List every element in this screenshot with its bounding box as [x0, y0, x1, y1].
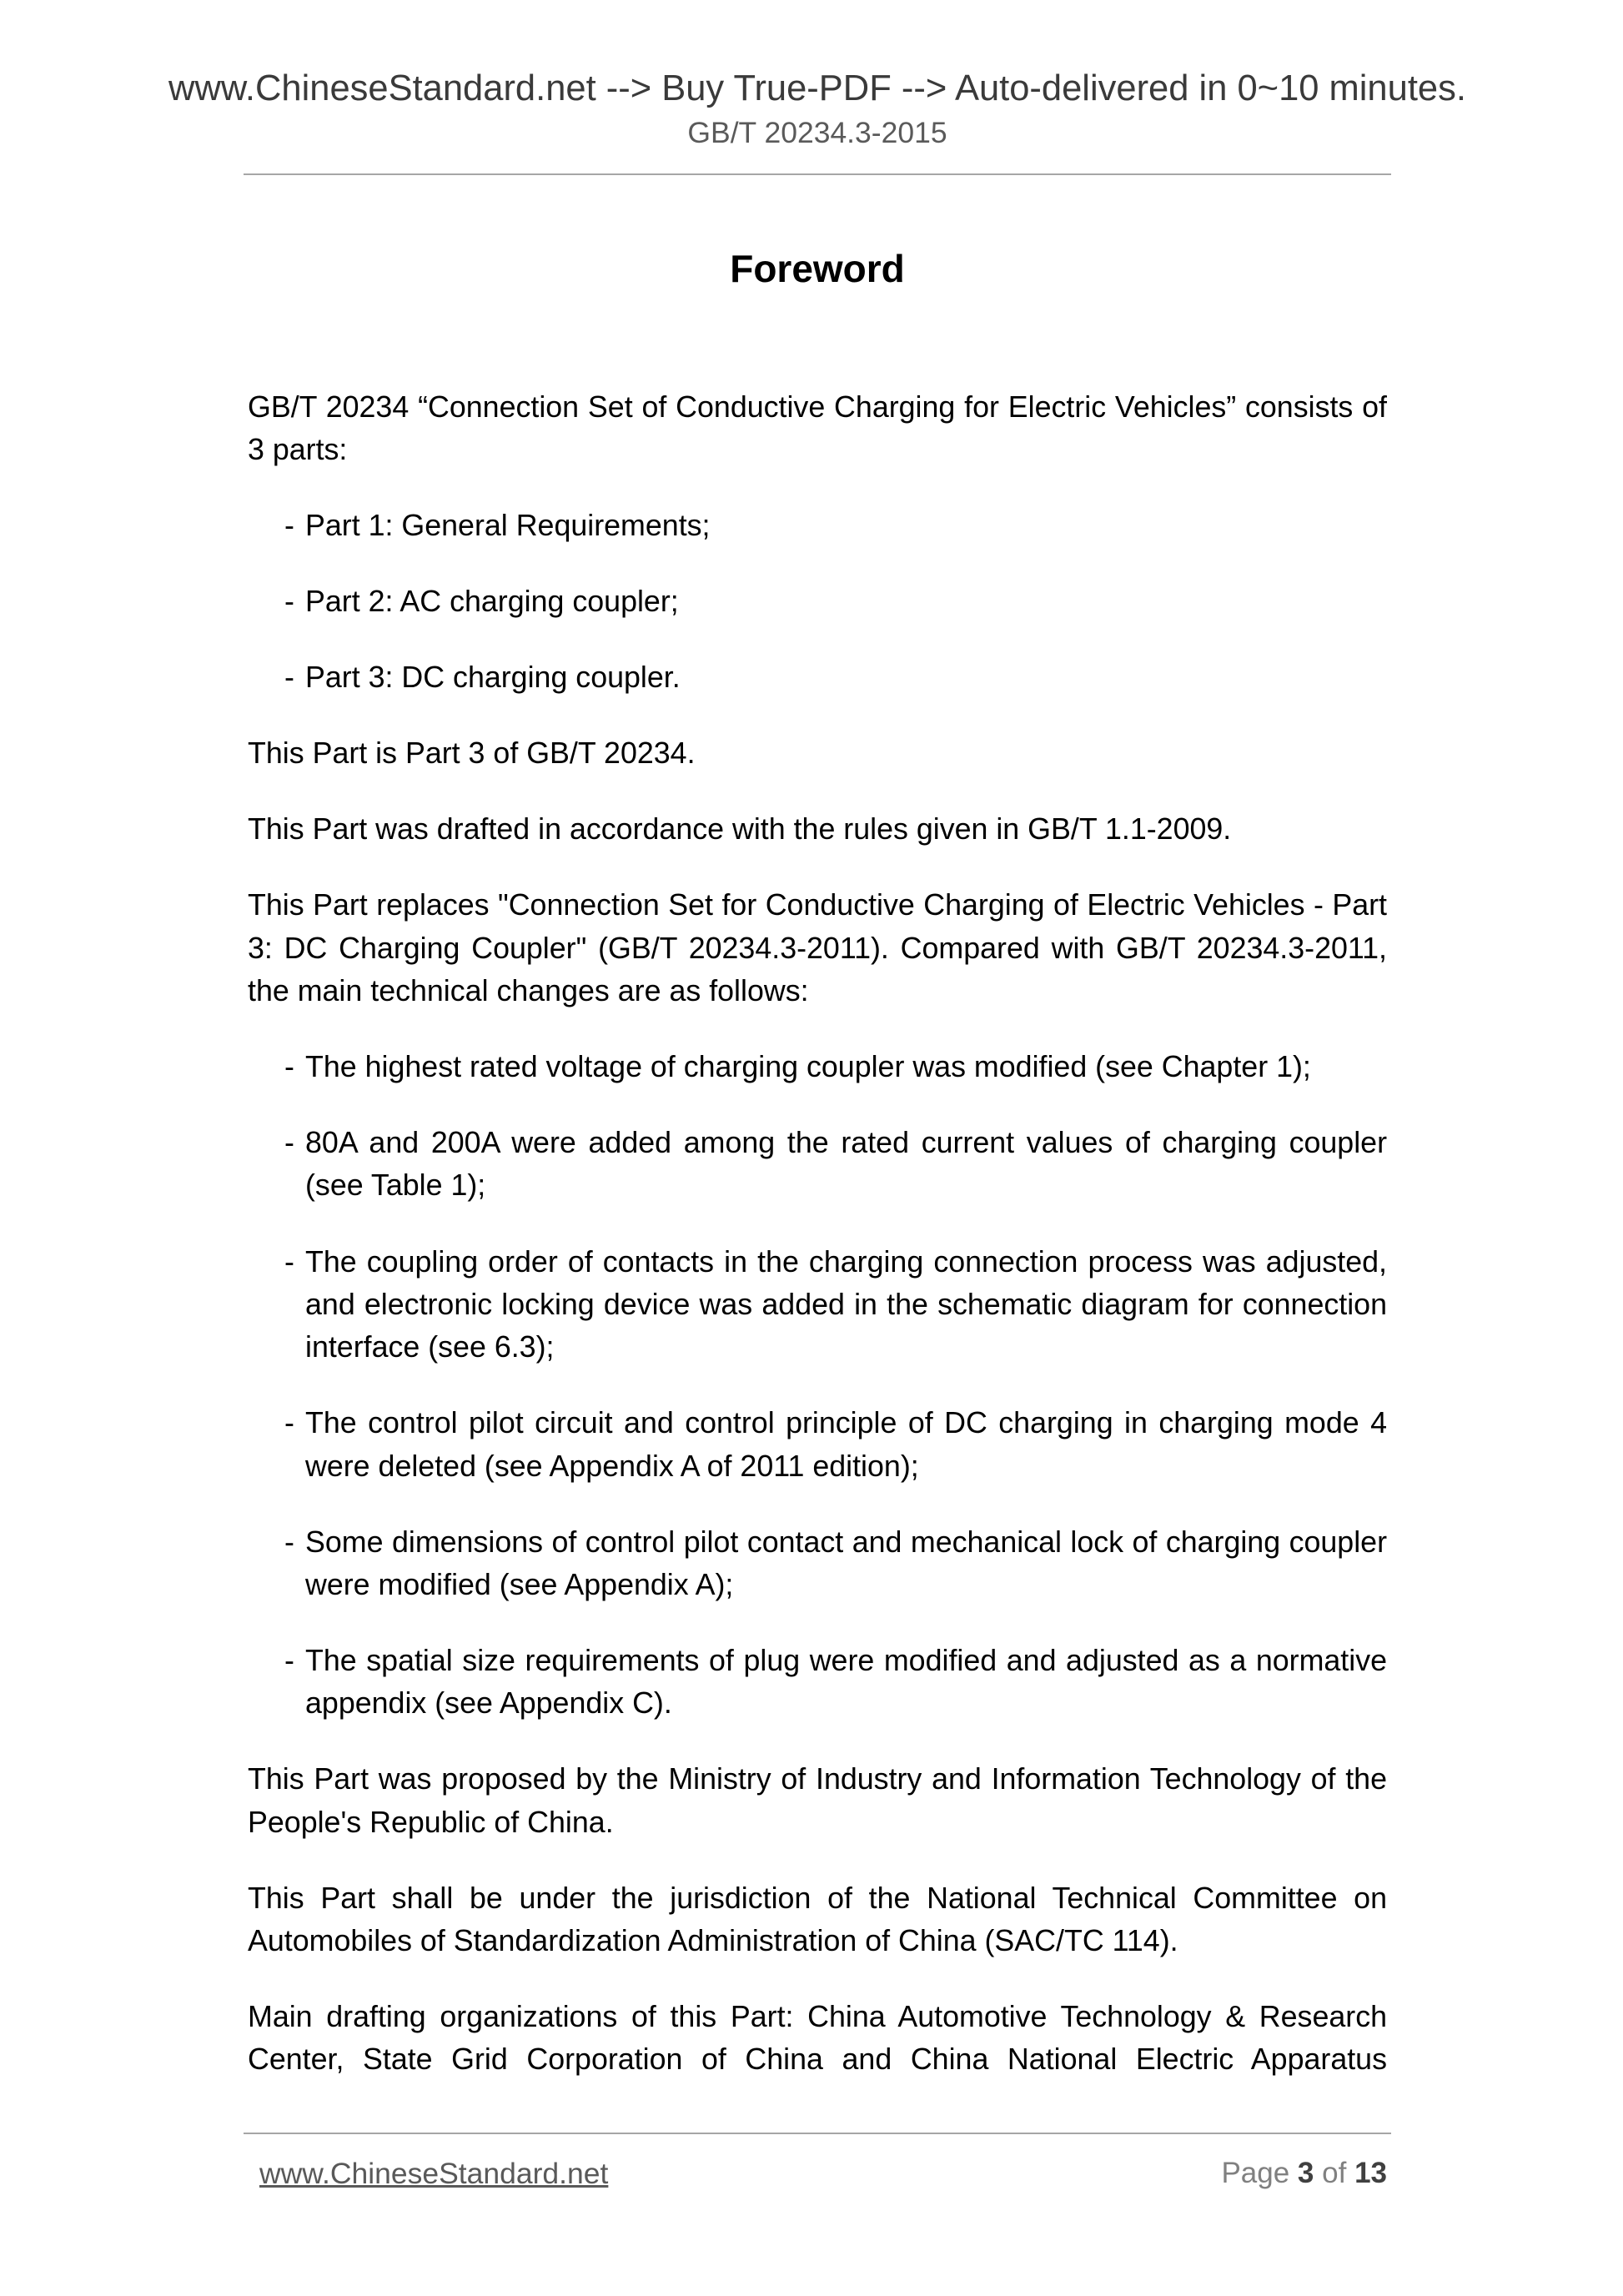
list-marker: - — [284, 508, 294, 542]
text-line: This Part shall be under the jurisdiction of the National Technical Committee on — [248, 1881, 1387, 1915]
text-line: were modified (see Appendix A); — [305, 1567, 734, 1601]
page-number — [1221, 2156, 1387, 2191]
text-line: The spatial size requirements of plug were modified and adjusted as a normative — [305, 1644, 1387, 1677]
text-line: People's Republic of China. — [248, 1805, 614, 1839]
paragraph-replacement — [248, 884, 1387, 1012]
list-marker: - — [284, 1644, 294, 1677]
footer-divider — [244, 2133, 1391, 2134]
list-item-change-3 — [248, 1241, 1387, 1369]
text-line: (see Table 1); — [305, 1168, 486, 1203]
footer-site-link[interactable]: www.ChineseStandard.net — [259, 2157, 609, 2190]
list-item-change-4 — [248, 1402, 1387, 1488]
paragraph-jurisdiction — [248, 1877, 1387, 1963]
list-item-change-5 — [248, 1521, 1387, 1607]
page-label: Page — [1221, 2157, 1290, 2189]
list-marker: - — [284, 1525, 294, 1559]
header-banner: www.ChineseStandard.net --> Buy True-PDF --> Auto-delivered in 0~10 minutes. — [168, 68, 1466, 108]
foreword-body — [248, 386, 1387, 2082]
paragraph-part-statement — [248, 732, 1387, 775]
text-line: This Part was proposed by the Ministry of Industry and Information Technology of the — [248, 1762, 1387, 1796]
text-line: This Part was drafted in accordance with the rules given in GB/T 1.1-2009. — [248, 812, 1232, 847]
of-label: of — [1322, 2157, 1347, 2189]
list-item-change-1 — [248, 1046, 1387, 1088]
text-line: Main drafting organizations of this Part: China Automotive Technology & Research — [248, 2000, 1387, 2034]
text-line: interface (see 6.3); — [305, 1330, 555, 1364]
list-marker: - — [284, 1406, 294, 1440]
header-standard-code: GB/T 20234.3-2015 — [687, 116, 947, 149]
list-item-part-1 — [248, 505, 1387, 547]
list-item-change-6 — [248, 1640, 1387, 1726]
text-line: Center, State Grid Corporation of China and China National Electric Apparatus — [248, 2042, 1387, 2077]
paragraph-composition — [248, 386, 1387, 472]
text-line: Some dimensions of control pilot contact and mechanical lock of charging coupler — [305, 1525, 1387, 1559]
text-line: GB/T 20234 “Connection Set of Conductive Charging for Electric Vehicles” consists of — [248, 389, 1387, 424]
text-line: This Part replaces "Connection Set for Conductive Charging of Electric Vehicles - Part — [248, 888, 1387, 922]
text-line: Part 1: General Requirements; — [305, 508, 711, 542]
paragraph-drafting-organizations — [248, 1996, 1387, 2082]
text-line: Part 2: AC charging coupler; — [305, 584, 679, 618]
page-title: Foreword — [730, 247, 905, 290]
list-marker: - — [284, 661, 294, 695]
text-line: appendix (see Appendix C). — [305, 1686, 672, 1721]
paragraph-proposer — [248, 1758, 1387, 1844]
total-pages: 13 — [1354, 2157, 1387, 2189]
text-line: Part 3: DC charging coupler. — [305, 661, 681, 695]
text-line: were deleted (see Appendix A of 2011 edition); — [305, 1449, 919, 1483]
paragraph-drafting-rules — [248, 808, 1387, 851]
list-marker: - — [284, 1126, 294, 1160]
list-marker: - — [284, 584, 294, 618]
text-line: The highest rated voltage of charging coupler was modified (see Chapter 1); — [305, 1050, 1311, 1084]
list-item-part-2 — [248, 580, 1387, 623]
list-marker: - — [284, 1244, 294, 1279]
list-item-change-2 — [248, 1122, 1387, 1208]
current-page: 3 — [1297, 2157, 1314, 2189]
text-line: 80A and 200A were added among the rated current values of charging coupler — [305, 1126, 1387, 1160]
text-line: The coupling order of contacts in the charging connection process was adjusted, — [305, 1244, 1387, 1279]
header-divider — [244, 173, 1391, 175]
text-line: Automobiles of Standardization Administration of China (SAC/TC 114). — [248, 1924, 1178, 1958]
text-line: 3 parts: — [248, 432, 348, 466]
list-item-part-3 — [248, 656, 1387, 699]
text-line: 3: DC Charging Coupler" (GB/T 20234.3-2011). Compared with GB/T 20234.3-2011, — [248, 931, 1387, 965]
text-line: This Part is Part 3 of GB/T 20234. — [248, 736, 696, 771]
text-line: the main technical changes are as follows: — [248, 973, 809, 1007]
list-marker: - — [284, 1050, 294, 1084]
text-line: The control pilot circuit and control principle of DC charging in charging mode 4 — [305, 1406, 1387, 1440]
text-line: and electronic locking device was added in the schematic diagram for connection — [305, 1287, 1387, 1321]
